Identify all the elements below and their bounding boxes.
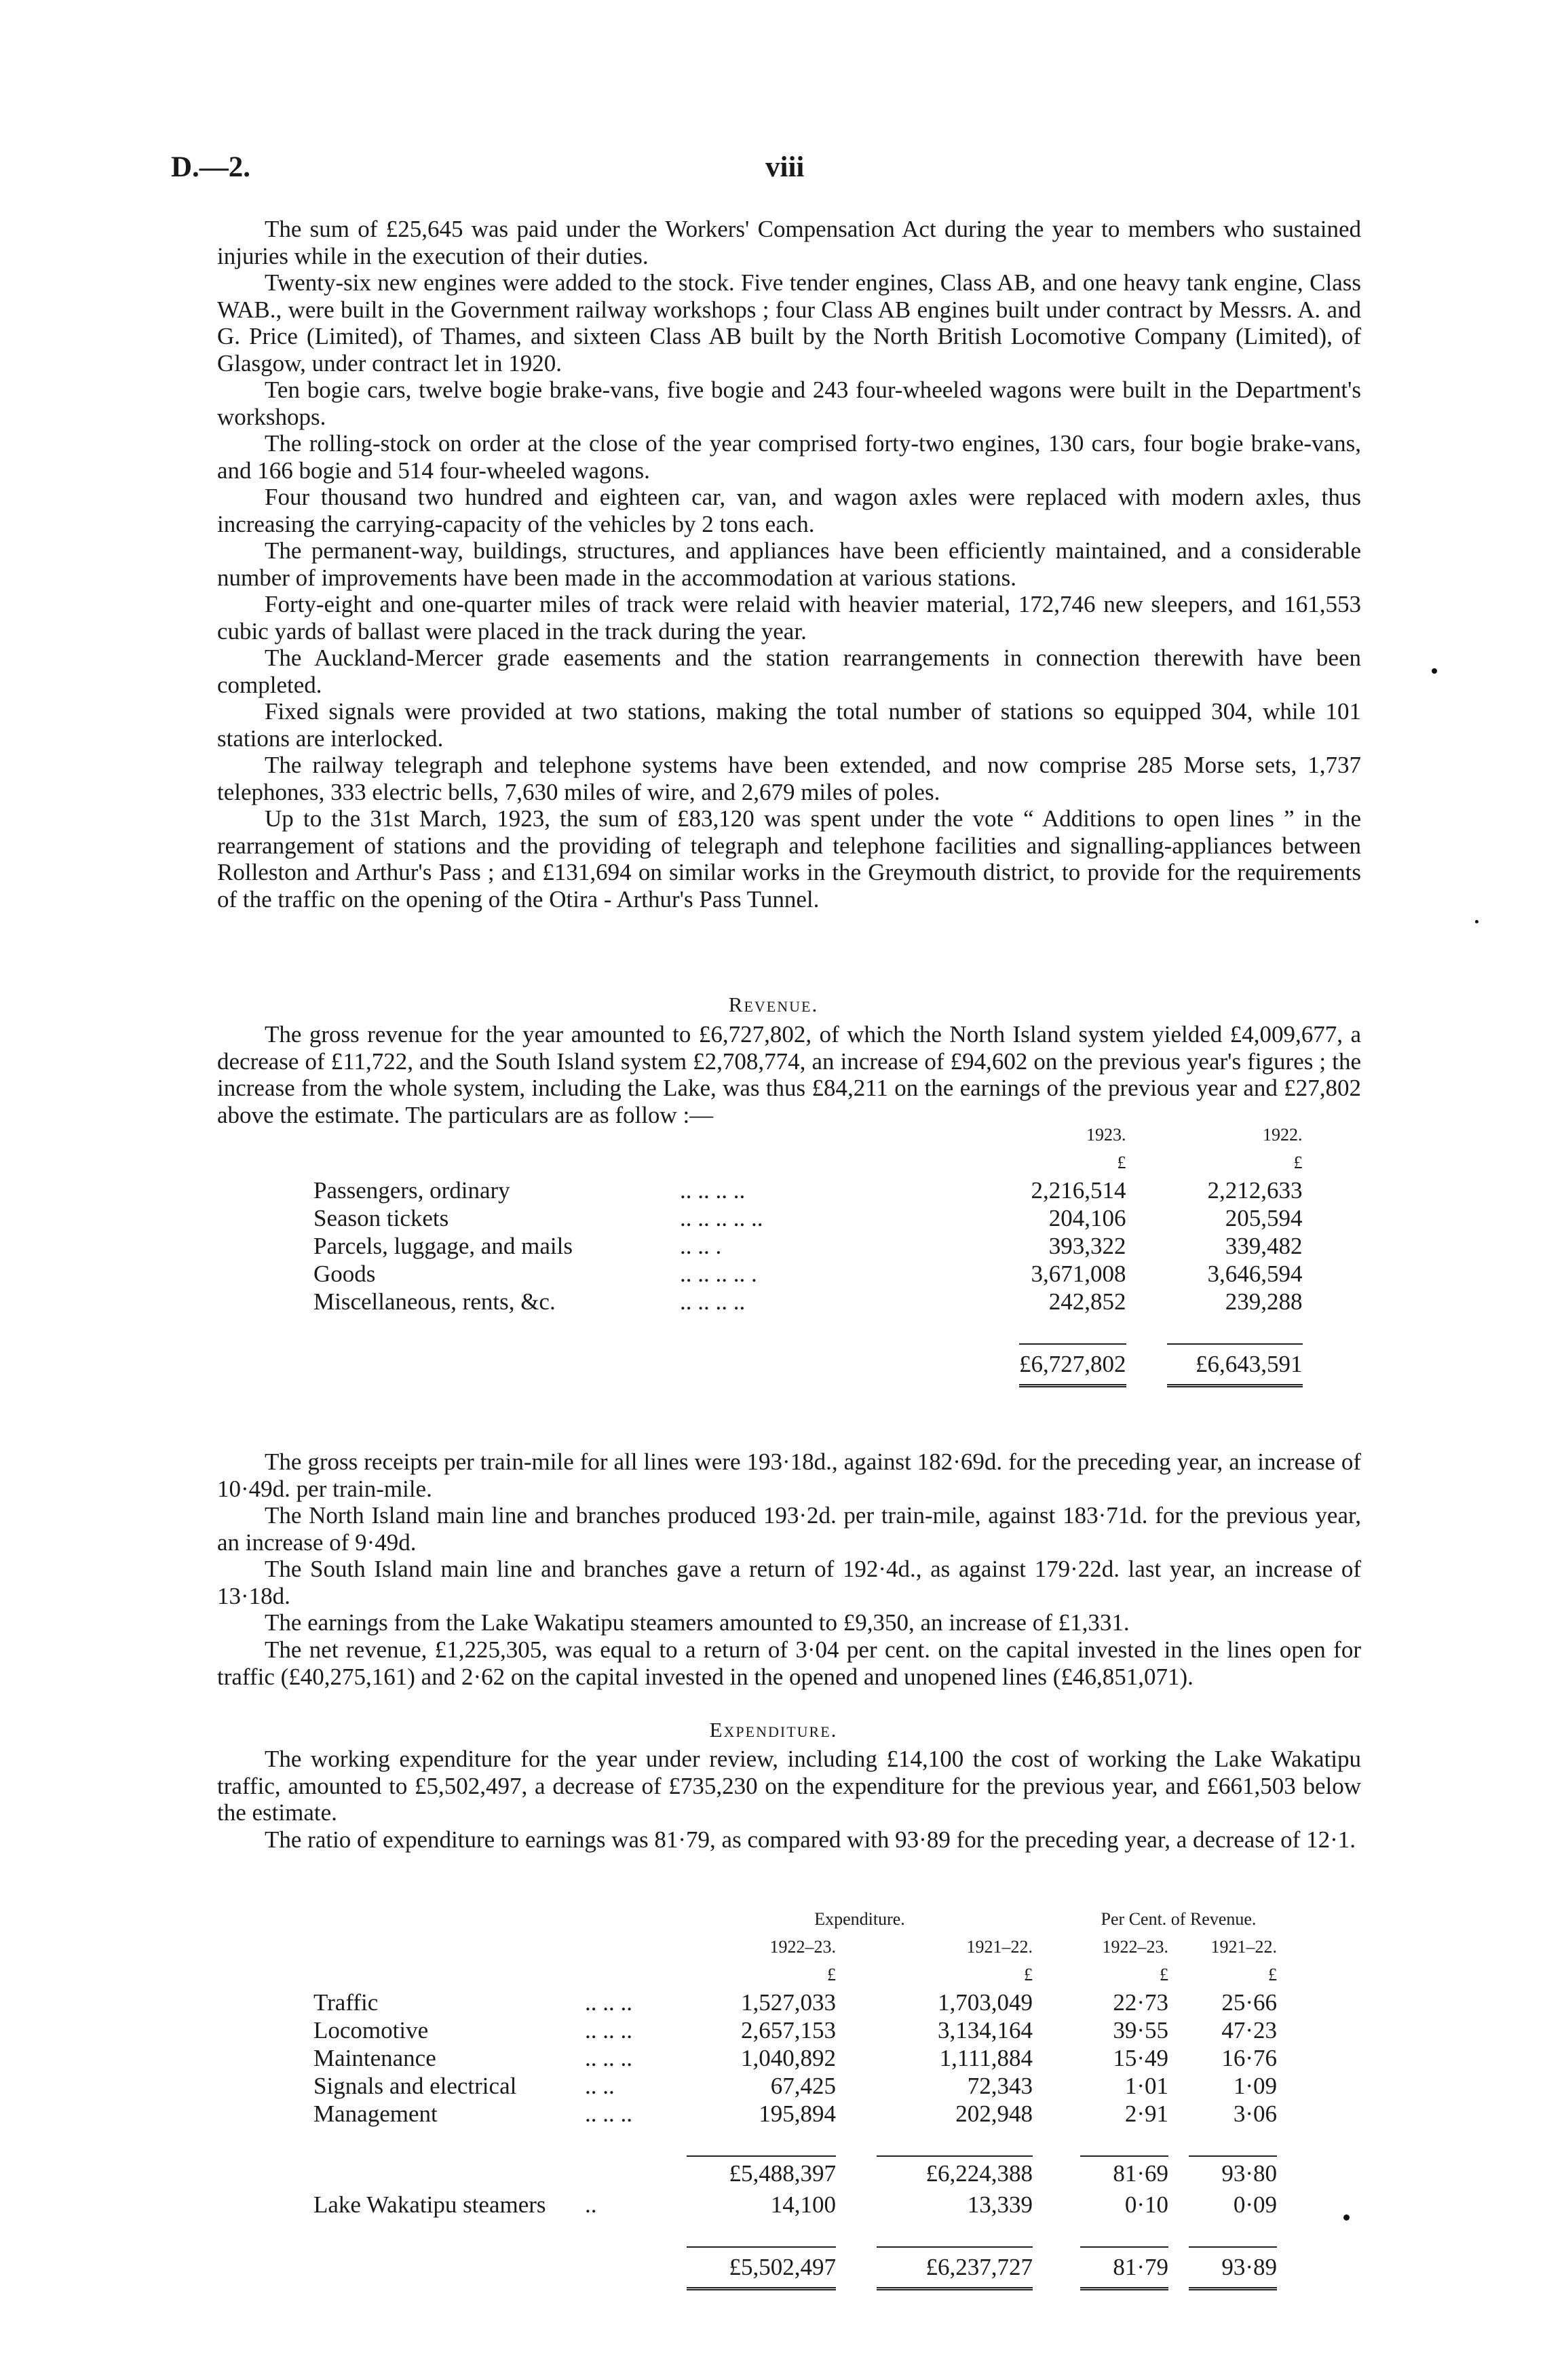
leader-dots: .. .. .. [585, 2044, 632, 2071]
subtotal-exp-b: £6,224,388 [877, 2156, 1033, 2191]
value-1923: 204,106 [1048, 1204, 1126, 1231]
paragraph-auckland-mercer: The Auckland-Mercer grade easements and the station rearrangements in connection therewith have been completed. [217, 645, 1361, 698]
value-pct-c: 15·49 [1113, 2044, 1168, 2071]
col-exp-1921-22: 1921–22. [966, 1936, 1033, 1957]
revenue-col-1923: 1923. [1086, 1124, 1126, 1145]
row-label: Passengers, ordinary [313, 1176, 510, 1204]
value-exp-b: 202,948 [955, 2100, 1033, 2127]
value-exp-a: 14,100 [770, 2191, 836, 2218]
total-exp-b: £6,237,727 [877, 2247, 1033, 2289]
document-reference: D.—2. [171, 151, 251, 183]
paragraph-rolling-stock: The rolling-stock on order at the close of the year comprised forty-two engines, 130 cars, four bogie brake-vans, and 166 bogie and 514 four-wheeled wagons. [217, 430, 1361, 484]
value-exp-a: 195,894 [759, 2100, 836, 2127]
lake-row [313, 2191, 1277, 2219]
leader-dots: .. .. .. .. . [680, 1260, 757, 1287]
paragraph-gross-receipts: The gross receipts per train-mile for all lines were 193·18d., against 182·69d. for the preceding year, an increase of 10·49d. per train-mile. [217, 1448, 1361, 1502]
value-pct-c: 22·73 [1113, 1989, 1168, 2016]
revenue-intro: The gross revenue for the year amounted to £6,727,802, of which the North Island system yielded £4,009,677, a decrease of £11,722, and the South Island system £2,708,774, an increase of £94,602 on the previous year's figures ; the increase from the whole system, including the Lake, was thus £84,211 on the earnings of the previous year and £27,802 above the estimate. The particulars are as follow :— [217, 1021, 1361, 1128]
subtotal-exp-a: £5,488,397 [687, 2156, 836, 2191]
col-pct-1922-23: 1922–23. [1102, 1936, 1168, 1957]
unit-pct-c: £ [1160, 1964, 1168, 1984]
paragraph-ratio: The ratio of expenditure to earnings was 81·79, as compared with 93·89 for the preceding year, a decrease of 12·1. [265, 1826, 1356, 1853]
value-1923: 242,852 [1048, 1288, 1126, 1315]
page-number: viii [765, 151, 805, 183]
table-row [313, 1232, 1303, 1260]
value-exp-b: 72,343 [967, 2072, 1033, 2099]
revenue-unit-1923: £ [1117, 1152, 1126, 1172]
value-pct-c: 0·10 [1124, 2191, 1168, 2218]
expenditure-group-header: Expenditure. [814, 1908, 905, 1929]
grand-total-row [313, 2247, 1277, 2289]
value-1923: 393,322 [1048, 1232, 1126, 1259]
unit-pct-d: £ [1268, 1964, 1277, 1984]
value-exp-b: 13,339 [967, 2191, 1033, 2218]
col-exp-1922-23: 1922–23. [769, 1936, 836, 1957]
table-row [313, 2100, 1277, 2128]
total-1923: £6,727,802 [1019, 1344, 1126, 1386]
table-row [313, 1204, 1303, 1232]
scan-speck [1343, 2214, 1350, 2221]
value-1923: 2,216,514 [1031, 1176, 1126, 1204]
row-label: Locomotive [313, 2016, 429, 2043]
paragraph-additions-to-lines: Up to the 31st March, 1923, the sum of £83,120 was spent under the vote “ Additions to open lines ” in the rearrangement of stations and the providing of telegraph and telephone facilities and signalling-appliances between Rolleston and Arthur's Pass ; and £131,694 on similar works in the Greymouth district, to provide for the requirements of the traffic on the opening of the Otira - Arthur's Pass Tunnel. [217, 805, 1361, 913]
revenue-unit-1922: £ [1293, 1152, 1303, 1172]
table-row [313, 1176, 1303, 1204]
leader-dots: .. .. .. .. [680, 1288, 746, 1315]
leader-dots: .. .. . [680, 1232, 722, 1259]
value-1922: 339,482 [1225, 1232, 1303, 1259]
value-exp-b: 1,703,049 [938, 1989, 1033, 2016]
table-row [313, 2072, 1277, 2100]
unit-exp-b: £ [1024, 1964, 1033, 1984]
scan-speck [1432, 668, 1437, 674]
row-label: Miscellaneous, rents, &c. [313, 1288, 556, 1315]
table-row [313, 1989, 1277, 2016]
leader-dots: .. .. .. .. .. [680, 1204, 763, 1231]
paragraph-bogie-cars: Ten bogie cars, twelve bogie brake-vans, five bogie and 243 four-wheeled wagons were built in the Department's workshops. [217, 377, 1361, 430]
row-label: Management [313, 2100, 438, 2127]
value-exp-b: 1,111,884 [939, 2044, 1033, 2071]
value-1922: 3,646,594 [1207, 1260, 1303, 1287]
table-row [313, 2044, 1277, 2072]
paragraph-south-island: The South Island main line and branches gave a return of 192·4d., as against 179·22d. last year, an increase of 13·18d. [217, 1556, 1361, 1609]
leader-dots: .. .. .. [585, 2016, 632, 2043]
subtotal-pct-c: 81·69 [1080, 2156, 1168, 2191]
value-pct-c: 2·91 [1124, 2100, 1168, 2127]
expenditure-heading: Expenditure. [709, 1718, 838, 1742]
value-exp-a: 2,657,153 [741, 2016, 836, 2043]
value-exp-b: 3,134,164 [938, 2016, 1033, 2043]
paragraph-working-expenditure: The working expenditure for the year under review, including £14,100 the cost of working the Lake Wakatipu traffic, amounted to £5,502,497, a decrease of £735,230 on the expenditure for the previous year, and £661,503 below the estimate. [217, 1746, 1361, 1826]
value-exp-a: 1,527,033 [741, 1989, 836, 2016]
value-pct-d: 25·66 [1221, 1989, 1277, 2016]
expenditure-table [313, 1905, 1277, 2290]
row-label: Parcels, luggage, and mails [313, 1232, 573, 1259]
value-pct-d: 16·76 [1221, 2044, 1277, 2071]
col-pct-1921-22: 1921–22. [1210, 1936, 1277, 1957]
total-exp-a: £5,502,497 [687, 2247, 836, 2289]
unit-exp-a: £ [827, 1964, 836, 1984]
leader-dots: .. .. .. .. [680, 1176, 746, 1204]
paragraph-engines: Twenty-six new engines were added to the stock. Five tender engines, Class AB, and one heavy tank engine, Class WAB., were built in the Government railway workshops ; four Class AB engines built under contract by Messrs. A. and G. Price (Limited), of Thames, and sixteen Class AB built by the North British Locomotive Company (Limited), of Glasgow, under contract let in 1920. [217, 269, 1361, 377]
value-pct-d: 0·09 [1233, 2191, 1277, 2218]
paragraph-track-relaid: Forty-eight and one-quarter miles of track were relaid with heavier material, 172,746 new sleepers, and 161,553 cubic yards of ballast were placed in the track during the year. [217, 591, 1361, 645]
subtotal-row [313, 2156, 1277, 2191]
value-pct-d: 3·06 [1233, 2100, 1277, 2127]
revenue-heading: Revenue. [728, 993, 819, 1016]
table-row [313, 1288, 1303, 1316]
revenue-table [313, 1121, 1303, 1387]
paragraph-net-revenue: The net revenue, £1,225,305, was equal to a return of 3·04 per cent. on the capital invested in the lines open for traffic (£40,275,161) and 2·62 on the capital invested in the opened and unopened lines (£46,851,071). [217, 1636, 1361, 1690]
row-label: Signals and electrical [313, 2072, 517, 2099]
row-label: Season tickets [313, 1204, 449, 1231]
row-label: Traffic [313, 1989, 379, 2016]
row-label: Maintenance [313, 2044, 436, 2071]
value-pct-c: 1·01 [1124, 2072, 1168, 2099]
row-label: Goods [313, 1260, 376, 1287]
total-pct-d: 93·89 [1189, 2247, 1277, 2289]
revenue-col-1922: 1922. [1263, 1124, 1303, 1145]
value-1922: 2,212,633 [1207, 1176, 1303, 1204]
scan-speck [1475, 920, 1478, 923]
leader-dots: .. .. [585, 2072, 615, 2099]
paragraph-compensation: The sum of £25,645 was paid under the Workers' Compensation Act during the year to members who sustained injuries while in the execution of their duties. [217, 216, 1361, 269]
paragraph-telegraph: The railway telegraph and telephone systems have been extended, and now comprise 285 Morse sets, 1,737 telephones, 333 electric bells, 7,630 miles of wire, and 2,679 miles of poles. [217, 752, 1361, 805]
table-row [313, 2016, 1277, 2044]
revenue-total-row [313, 1344, 1303, 1386]
paragraph-axles: Four thousand two hundred and eighteen car, van, and wagon axles were replaced with modern axles, thus increasing the carrying-capacity of the vehicles by 2 tons each. [217, 484, 1361, 537]
paragraph-fixed-signals: Fixed signals were provided at two stations, making the total number of stations so equipped 304, while 101 stations are interlocked. [217, 698, 1361, 752]
paragraph-permanent-way: The permanent-way, buildings, structures, and appliances have been efficiently maintained, and a considerable number of improvements have been made in the accommodation at various stations. [217, 537, 1361, 591]
leader-dots: .. .. .. [585, 1989, 632, 2016]
value-pct-c: 39·55 [1113, 2016, 1168, 2043]
value-exp-a: 1,040,892 [741, 2044, 836, 2071]
total-pct-c: 81·79 [1080, 2247, 1168, 2289]
table-row [313, 1260, 1303, 1288]
row-label: Lake Wakatipu steamers [313, 2191, 546, 2218]
total-1922: £6,643,591 [1167, 1344, 1303, 1386]
value-pct-d: 1·09 [1233, 2072, 1277, 2099]
paragraph-north-island: The North Island main line and branches produced 193·2d. per train-mile, against 183·71d. for the previous year, an increase of 9·49d. [217, 1502, 1361, 1556]
subtotal-pct-d: 93·80 [1189, 2156, 1277, 2191]
value-1923: 3,671,008 [1031, 1260, 1126, 1287]
value-1922: 239,288 [1225, 1288, 1303, 1315]
value-1922: 205,594 [1225, 1204, 1303, 1231]
value-exp-a: 67,425 [770, 2072, 836, 2099]
leader-dots: .. .. .. [585, 2100, 632, 2127]
leader-dots: .. [585, 2191, 597, 2218]
value-pct-d: 47·23 [1221, 2016, 1277, 2043]
paragraph-lake-earnings: The earnings from the Lake Wakatipu steamers amounted to £9,350, an increase of £1,331. [265, 1609, 1130, 1636]
percent-group-header: Per Cent. of Revenue. [1101, 1908, 1257, 1929]
